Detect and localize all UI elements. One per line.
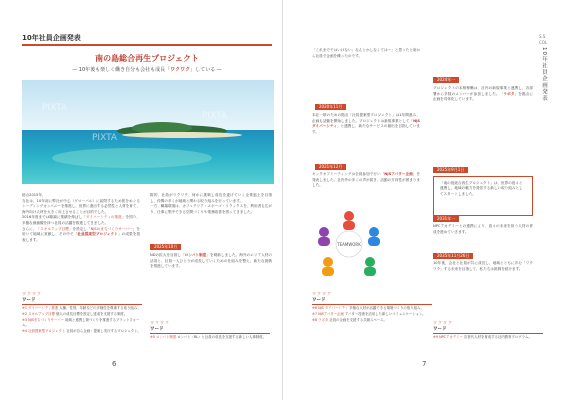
keyword-term: ※9 NPCアカデミー xyxy=(433,335,465,339)
section-title: 10年社員企画発表 xyxy=(22,34,81,42)
highlight-box: 「南の島総合再生プロジェクト」は、世界の島々と連携し、地域の魅力を発信する新しい取り組みとしてスタートしました。 xyxy=(433,176,533,216)
keyword-box-3: ワクワク ワード ※6 NJS ダイバーシティ 多様な人材が活躍できる環境づくりの取り組み。 ※7 NJSアバター企画 アバター技術を活用した新しいコミュニケーション。 ※8 ラボタ 社員の企画を支援する共創スペース。 xyxy=(312,291,432,323)
keyword-item xyxy=(312,306,432,311)
body-text-5: 10年後、会社と社員が共に成長し、地域とともに歩む「ワクワク」する未来を目指して、私たちは挑戦を続けます。 xyxy=(433,261,533,271)
keyword-definition: 社員の企画を支援する共創スペース。 xyxy=(329,318,387,322)
island-photo-image xyxy=(22,80,274,184)
date-tag: 2024年一 xyxy=(433,77,459,83)
date-tag: 2021年12月 xyxy=(315,164,346,170)
keyword-definition: 人種、性別、年齢などの多様性を尊重する取り組み。 xyxy=(59,306,141,310)
diagram-label: TEAMWORK xyxy=(337,242,361,247)
body-column-1: 総合2015年、 当社は、10年前に弊社が中心（グローバル）に訪問するため旅をめぐるシーディングカンパニーを推進し、世界に進出する必然性と人材を育て、海外向け人材を大きく向上させることが目的でした。 2016年度までは順調に業績を伸ばし「ダイバーシティの推進」を図り、多様な価値観を持つ社員の活躍を推進してきました。 さらに、「スキルアップ目標」を設定し「NJSのまちづくりサーバー」を用いて地域に貢献し、その中で「社員提案型プロジェクト」の成果を発表します。 xyxy=(22,193,141,242)
keyword-box-4: ワクワク ワード ※9 NPCアカデミー 次世代人材を育成する社内教育プログラム。 xyxy=(433,320,543,340)
keyword-item xyxy=(312,312,432,317)
right-page xyxy=(283,0,566,400)
keyword-definition: 地域と連携し街づくりを推進するプラットフォーム。 xyxy=(22,318,140,327)
keyword-term: ※2 スキルアップ目標 xyxy=(22,312,57,316)
keyword-list xyxy=(433,335,543,340)
body-text-3: プロジェクトの本格稼働は、社内の新規事業と連携し、各部署から多数のメンバーが参加しました。「ラボタ」を拠点に企画を具体化しています。 xyxy=(433,86,534,102)
side-label: 10年社員企画発表 xyxy=(541,47,547,102)
page-number: 6 xyxy=(112,360,117,368)
island-photo xyxy=(22,80,274,184)
keyword-term: ※8 ラボタ xyxy=(312,318,330,322)
watermark: PIXTA xyxy=(92,133,118,143)
side-code: COL xyxy=(539,40,548,45)
keyword-definition: ロンバト（RL）と社員の成長を支援する新しい人事制度。 xyxy=(177,335,266,339)
keyword-item xyxy=(22,306,142,311)
keyword-definition: 社員が自ら企画・提案し実行するプロジェクト。 xyxy=(66,329,141,333)
date-tag: 2025年9月1日 xyxy=(433,167,468,173)
date-tag: 2031年一 xyxy=(433,216,459,222)
teamwork-illustration xyxy=(314,206,384,282)
keyword-term: ※3 NJSまちづくりサーバー xyxy=(22,318,66,322)
keyword-list xyxy=(22,306,142,334)
keyword-item xyxy=(150,335,270,340)
keyword-term: ※7 NJSアバター企画 xyxy=(312,312,345,316)
keyword-item xyxy=(22,318,142,328)
keyword-definition: 多様な人材が活躍できる環境づくりの取り組み。 xyxy=(349,306,424,310)
keyword-list xyxy=(150,335,270,340)
keyword-box-2: ワクワク ワード ※5 ロンバト制度 ロンバト（RL）と社員の成長を支援する新しい人事制度。 xyxy=(150,320,270,340)
keyword-item xyxy=(312,318,432,323)
body-text-4: NPCアカデミーとの連携により、島々の未来を担う人材の育成を進めていきます。 xyxy=(433,224,533,234)
keyword-term: ※6 NJS ダイバーシティ xyxy=(312,306,350,310)
keyword-definition: 次世代人材を育成する社内教育プログラム。 xyxy=(464,335,532,339)
body-text-1: 本社一帯のための拠点「社員提案型プロジェクト」は1年間進み、企画も活動を開始しました。プロジェクトは新規事業として「NJS ダイバーシティ」と連携し、新たなサービスの創出を目指しています。 xyxy=(312,113,421,134)
project-title: 南の島総合再生プロジェクト xyxy=(95,54,199,63)
body-column-2b: NDの拡大を目指し「ロンバト制度」を刷新しました。海外のエリア人材の活用と、社員一人ひとりが成長していくための仕組みを整え、新たな挑戦を推進しています。 xyxy=(150,253,272,269)
date-tag: 2020年11月 xyxy=(315,104,346,110)
keyword-box-1: ワクワク ワード ※1 ダイバーシティ推進 人種、性別、年齢などの多様性を尊重する取り組み。 ※2 スキルアップ目標 個人の成長目標を設定し達成を支援する制度。 ※3 NJSまちづくりサーバー 地域と連携し街づくりを推進するプラットフォーム。 ※4 社員提案型プロジェクト 社員が自ら企画・提案し実行するプロジェクト。 xyxy=(22,291,141,333)
keyword-definition: アバター技術を活用した新しいコミュニケーション。 xyxy=(344,312,426,316)
body-column-2: 際的、社員がワクワク、何かに挑戦し成長を遂げていく企業風土を目指し、仲間の多くが地域と関わる取り組みを行っています。 一方、職場環境は、カフェテリア・エボーゴ・リラックスを、利用者も広がり、仕事に集中できる空間づくりや業務改善を図ってきました。 xyxy=(150,193,272,214)
keyword-item xyxy=(22,312,142,317)
keyword-item xyxy=(433,335,543,340)
watermark: PIXTA xyxy=(202,111,228,121)
keyword-term: ※1 ダイバーシティ推進 xyxy=(22,306,60,310)
date-tag: 2025年10月 xyxy=(150,244,181,250)
teamwork-diagram xyxy=(314,206,384,282)
keyword-term: ※5 ロンバト制度 xyxy=(150,335,178,339)
section-rule xyxy=(22,44,272,46)
keyword-definition: 個人の成長目標を設定し達成を支援する制度。 xyxy=(56,312,128,316)
page-number: 7 xyxy=(422,360,427,368)
project-subtitle: — 10年後も楽しく働き自分も会社も成長「ワクワク」している — xyxy=(72,67,222,73)
keyword-item xyxy=(22,329,142,334)
date-tag: 2035年11月26日 xyxy=(433,253,473,259)
body-text-2: キックオフミーティングは全員参加で行い「NJSアバター企画」を発表しました。社内外の多くの声が届き、活動の方向性が固まりました。 xyxy=(312,172,420,188)
keyword-list xyxy=(312,306,432,323)
side-code: S.S xyxy=(539,34,546,39)
watermark: PIXTA xyxy=(42,103,68,113)
intro-text: 「これまでではいけない」なんとかしなくてはー」と思ったと前から社員で企画を練ったのです。 xyxy=(312,48,420,58)
keyword-term: ※4 社員提案型プロジェクト xyxy=(22,329,67,333)
